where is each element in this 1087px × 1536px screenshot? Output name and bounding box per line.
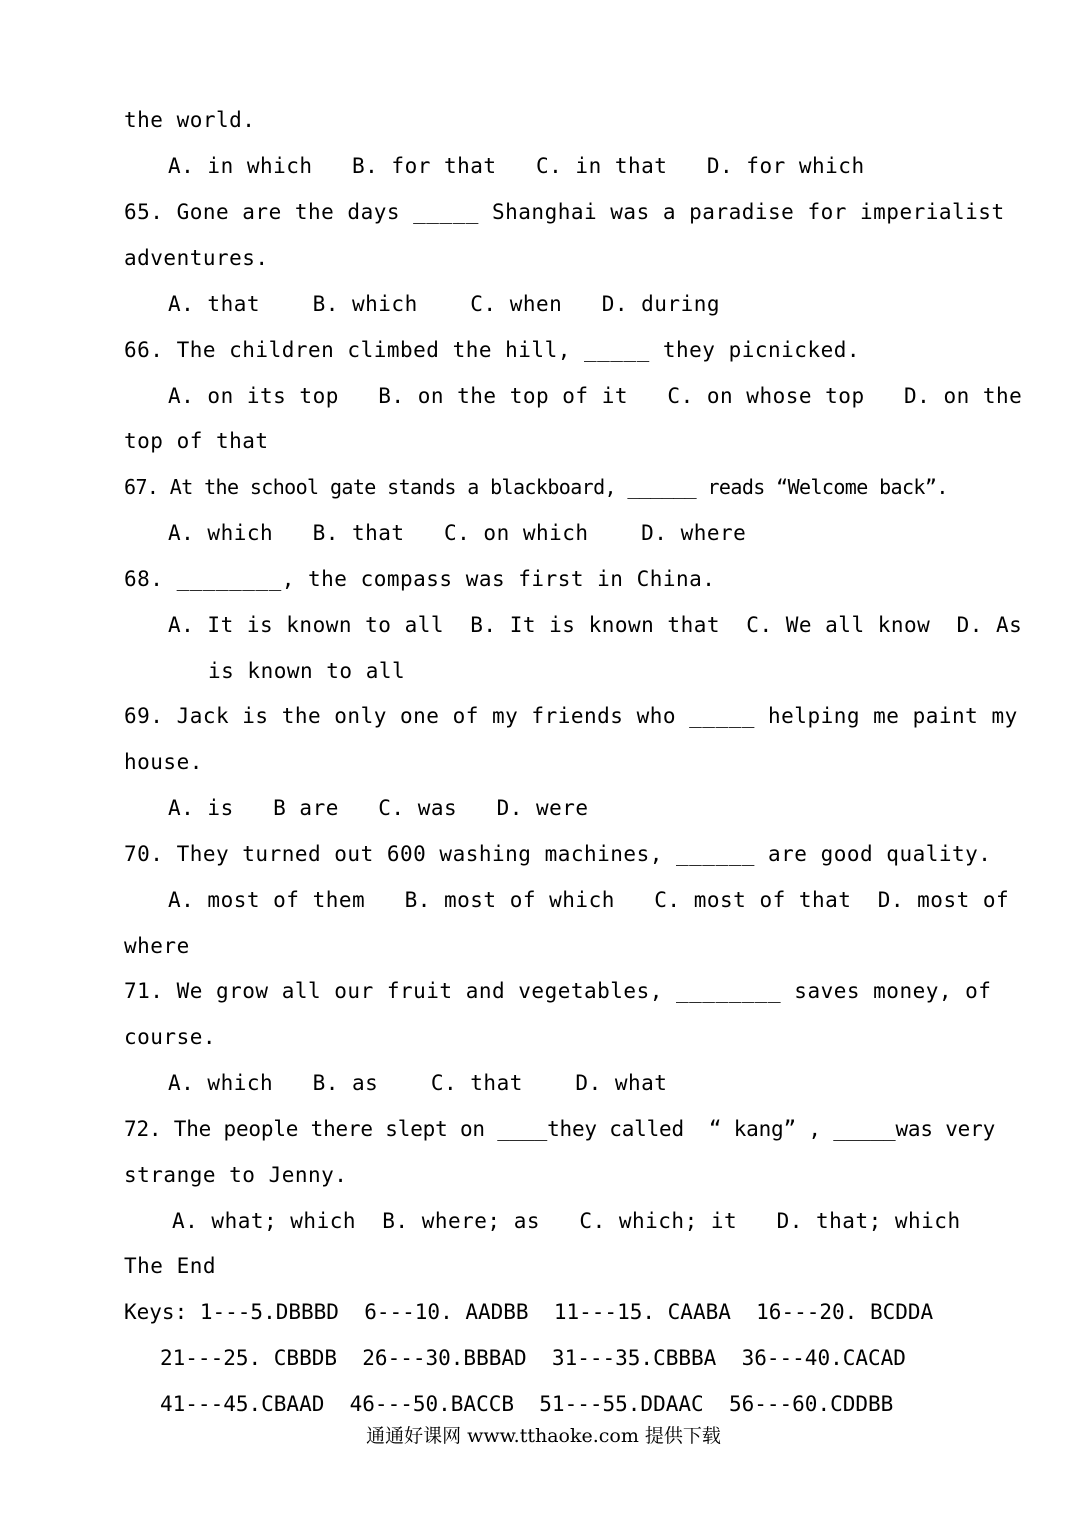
question-65-options: A. that B. which C. when D. during [168,292,721,316]
question-67-text: 67. At the school gate stands a blackboard, ______ reads “Welcome back”. [124,475,948,499]
footer-source-note: 通通好课网 www.tthaoke.com 提供下载 [366,1425,721,1447]
answer-keys-line-1: Keys: 1---5.DBBBD 6---10. AADBB 11---15. CAABA 16---20. BCDDA [124,1300,934,1324]
question-70-options-continued: where [124,934,190,958]
question-66-text: 66. The children climbed the hill, _____ they picnicked. [124,338,861,362]
answer-keys-line-2: 21---25. CBBDB 26---30.BBBAD 31---35.CBBBA 36---40.CACAD [160,1346,906,1370]
the-end-label: The End [124,1254,217,1278]
question-68-options: A. It is known to all B. It is known that C. We all know D. As [168,613,1023,637]
question-69-text: 69. Jack is the only one of my friends who _____ helping me paint my [124,704,1018,728]
question-72-text-continued: strange to Jenny. [124,1163,348,1187]
question-67-options: A. which B. that C. on which D. where [168,521,747,545]
question-71-text-continued: course. [124,1025,217,1049]
question-65-text-continued: adventures. [124,246,269,270]
question-68-options-continued: is known to all [208,659,406,683]
question-66-options: A. on its top B. on the top of it C. on whose top D. on the [168,384,1023,408]
question-65-text: 65. Gone are the days _____ Shanghai was a paradise for imperialist [124,200,1005,224]
question-70-text: 70. They turned out 600 washing machines, ______ are good quality. [124,842,992,866]
question-69-text-continued: house. [124,750,203,774]
question-72-text: 72. The people there slept on ____they called “ kang” , _____was very [124,1117,996,1141]
question-70-options: A. most of them B. most of which C. most of that D. most of [168,888,1010,912]
question-68-text: 68. ________, the compass was first in China. [124,567,716,591]
question-71-options: A. which B. as C. that D. what [168,1071,668,1095]
question-71-text: 71. We grow all our fruit and vegetables, ________ saves money, of [124,979,992,1003]
question-72-options: A. what; which B. where; as C. which; it D. that; which [172,1209,961,1233]
question-66-options-continued: top of that [124,429,269,453]
question-64-options: A. in which B. for that C. in that D. for which [168,154,865,178]
question-64-continuation: the world. [124,108,256,132]
answer-keys-line-3: 41---45.CBAAD 46---50.BACCB 51---55.DDAAC 56---60.CDDBB [160,1392,894,1416]
question-69-options: A. is B are C. was D. were [168,796,589,820]
